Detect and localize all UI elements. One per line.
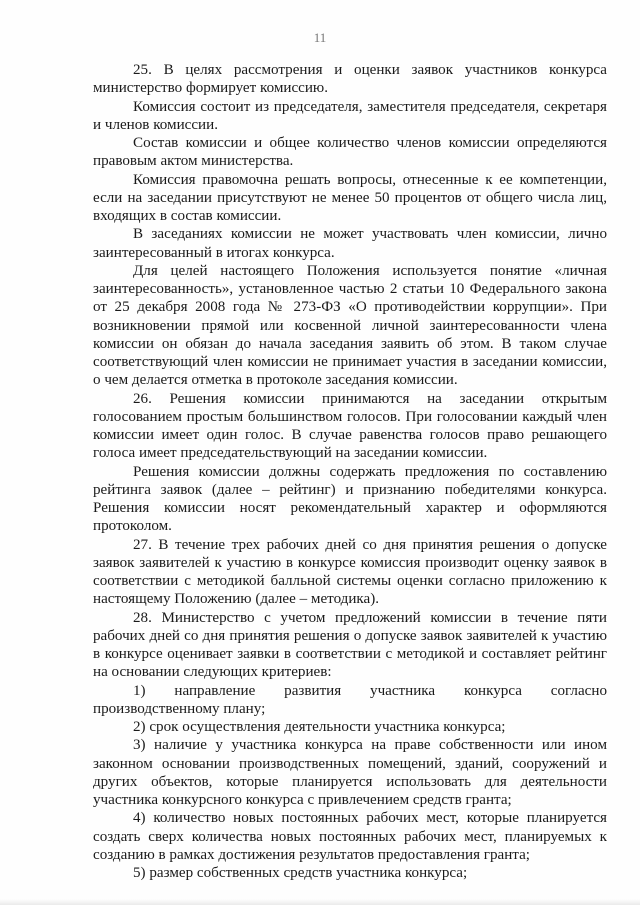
paragraph-25: 25. В целях рассмотрения и оценки заявок участников конкурса министерство формирует комиссию.: [93, 62, 607, 97]
paragraph-28: 28. Министерство с учетом предложений комиссии в течение пяти рабочих дней со дня принятия решения о допуске заявок заявителей к участию в конкурсе оценивает заявки в соответствии с методикой и составляет рейтинг на основании следующих критериев:: [93, 609, 607, 681]
paragraph-27: 27. В течение трех рабочих дней со дня принятия решения о допуске заявок заявителей к участию в конкурсе комиссия производит оценку заявок в соответствии с методикой балльной системы оценки согласно приложению к настоящему Положению (далее – методика).: [93, 536, 607, 608]
criterion-1: 1) направление развития участника конкурса согласно производственному плану;: [93, 682, 607, 717]
criterion-4: 4) количество новых постоянных рабочих мест, которые планируется создать сверх количества новых постоянных рабочих мест, планируемых к созданию в рамках достижения результатов предоставления гранта;: [93, 810, 607, 863]
criterion-5: 5) размер собственных средств участника конкурса;: [133, 865, 468, 881]
paragraph-interested-member: В заседаниях комиссии не может участвовать член комиссии, лично заинтересованный в итогах конкурса.: [93, 226, 607, 261]
paragraph-commission-quorum: Комиссия правомочна решать вопросы, отнесенные к ее компетенции, если на заседании присутствуют не менее 50 процентов от общего числа лиц, входящих в состав комиссии.: [93, 171, 607, 224]
paragraph-personal-interest: Для целей настоящего Положения используется понятие «личная заинтересованность», установленное частью 2 статьи 10 Федерального закона от 25 декабря 2008 года № 273-ФЗ «О противодействии коррупции». При возникновении прямой или косвенной личной заинтересованности члена комиссии он обязан до начала заседания заявить об этом. В таком случае соответствующий член комиссии не принимает участия в заседании комиссии, о чем делается отметка в протоколе заседания комиссии.: [93, 262, 607, 389]
paragraph-commission-size: Состав комиссии и общее количество членов комиссии определяются правовым актом министерства.: [93, 135, 607, 170]
criterion-3: 3) наличие у участника конкурса на праве собственности или ином законном основании производственных помещений, зданий, сооружений и других объектов, которые планируется использовать для деятельности участника конкурсного конкурса с привлечением средств гранта;: [93, 737, 607, 808]
paragraph-26: 26. Решения комиссии принимаются на заседании открытым голосованием простым большинством голосов. При голосовании каждый член комиссии имеет один голос. В случае равенства голосов право решающего голоса имеет председательствующий на заседании комиссии.: [93, 390, 607, 462]
paragraph-commission-decisions: Решения комиссии должны содержать предложения по составлению рейтинга заявок (далее – рейтинг) и признанию победителями конкурса. Решения комиссии носят рекомендательный характер и оформляются протоколом.: [93, 463, 607, 535]
scan-edge: [0, 899, 640, 905]
document-body: [93, 61, 607, 882]
criterion-2: 2) срок осуществления деятельности участника конкурса;: [133, 719, 506, 735]
page-number: 11: [313, 30, 327, 45]
paragraph-commission-composition: Комиссия состоит из председателя, заместителя председателя, секретаря и членов комиссии.: [93, 98, 607, 133]
